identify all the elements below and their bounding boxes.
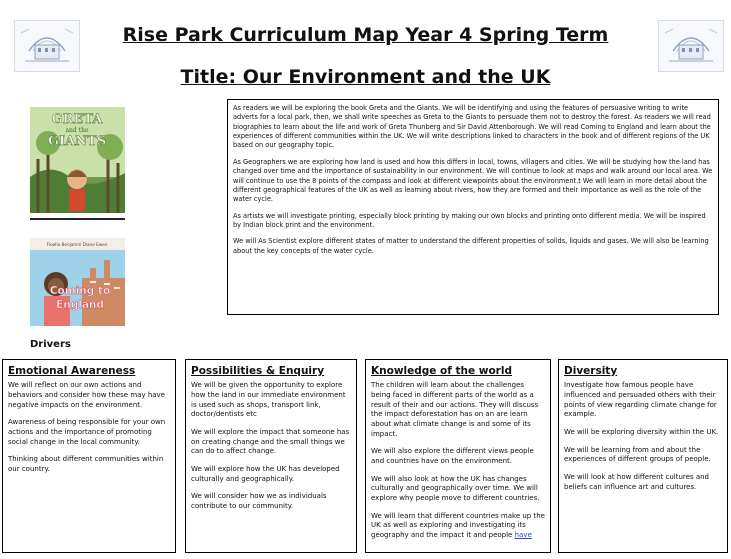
greta-title-line3: GIANTS: [47, 134, 107, 149]
page-title: Rise Park Curriculum Map Year 4 Spring Term: [122, 24, 609, 46]
driver-paragraph-last: [371, 512, 545, 541]
driver-paragraph: We will also look at how the UK has changes culturally and geographically over time. We will explore why people move to different countries.: [371, 474, 540, 503]
driver-paragraph: Thinking about different communities within our country.: [8, 455, 164, 474]
overview-art: As artists we will investigate printing, especially block printing by making our own blocks and printing onto different media. We will be inspired by Indian block print and the environment.: [233, 211, 706, 229]
driver-paragraph: We will reflect on our own actions and behaviors and consider how these may have negative impacts on the environment.: [8, 381, 165, 409]
drivers-heading: Drivers: [30, 339, 71, 350]
driver-paragraph: We will be given the opportunity to explore how the land in our immediate environment is used such as shops, transport link, doctor/dentists etc: [191, 381, 346, 419]
driver-paragraph: We will be exploring diversity within the UK.: [564, 428, 719, 437]
driver-box-diversity: [558, 359, 728, 553]
driver-paragraph: Awareness of being responsible for your own actions and the importance of promoting social change in the local community.: [8, 418, 166, 446]
driver-heading: Knowledge of the world: [371, 365, 512, 377]
divider: [30, 218, 125, 220]
driver-paragraph: Investigate how famous people have influenced and persuaded others with their points of view regarding climate change for example.: [564, 381, 717, 419]
coming-title-line1: Coming to: [49, 285, 111, 297]
topic-title: Title: Our Environment and the UK: [180, 66, 551, 88]
driver-heading: Possibilities & Enquiry: [191, 365, 325, 377]
have-link[interactable]: have: [514, 531, 532, 540]
driver-paragraph: We will consider how we as individuals contribute to our community.: [191, 492, 327, 511]
driver-paragraph: The children will learn about the challenges being faced in different parts of the world as a result of their and our actions. They will discuss the impact deforestation has on an are learn about what climate change is and some of its impact.: [371, 381, 539, 438]
driver-paragraph: We will look at how different cultures and beliefs can influence art and cultures.: [564, 473, 709, 491]
greta-title-line1: GRETA: [51, 112, 103, 127]
overview-reading: As readers we will be exploring the book Greta and the Giants. We will be identifying and using the features of persuasive writing to write adverts for a local park, then, we shall write speeches as Greta to the Giants to persuade them not to destroy the forest. As readers we will read biographies to learn about the life and work of Greta Thunberg and Sir David Attenborough. We will read Coming to England and learn about the experiences of different communities within the UK. We will write descriptions linked to characters in the book and of different regions of the UK based on our geography topic.: [233, 104, 711, 150]
driver-paragraph: We will be learning from and about the experiences of different groups of people.: [564, 445, 711, 464]
coming-title-line2: England: [56, 299, 104, 311]
driver-box-possibilities-enquiry: [185, 359, 357, 553]
driver-heading: Diversity: [564, 365, 618, 377]
overview-science: We will As Scientist explore different states of matter to understand the different properties of solids, liquids and gases. We will also be learning about the key concepts of the water cycle.: [233, 237, 709, 255]
overview-geography: As Geographers we are exploring how land is used and how this differs in local, towns, villagers and cities. We will be studying how the land has changed over time and the importance of sustainability in our environment. We will continue to look at maps and walk around our local area. We will continue to use the 8 points of the compass and look at different viewpoints about the environment.t We will learn in more detail about the different geographical features of the UK as well as learning about rivers, how they are formed and their importance as well as the role of the water cycle.: [233, 157, 713, 204]
driver-paragraph: We will explore how the UK has developed culturally and geographically.: [191, 465, 340, 483]
driver-paragraph: We will also explore the different views people and countries have on the environment.: [371, 447, 534, 466]
driver-box-emotional-awareness: [2, 359, 176, 553]
coming-authors: Floella Benjamin Diane Ewen: [46, 242, 108, 247]
driver-box-knowledge-of-the-world: [365, 359, 551, 553]
book-cover-greta-and-the-giants: [30, 107, 125, 213]
driver-paragraph: We will explore the impact that someone has on creating change and the small things we can do to affect change.: [191, 428, 350, 456]
greta-title-line2: and the: [65, 127, 89, 134]
book-cover-coming-to-england: [30, 238, 125, 326]
topic-overview-box: [227, 99, 719, 315]
driver-paragraph-text: We will learn that different countries make up the UK as well as exploring and investigating its geography and the impact it and people: [371, 511, 545, 540]
driver-heading: Emotional Awareness: [8, 365, 136, 377]
